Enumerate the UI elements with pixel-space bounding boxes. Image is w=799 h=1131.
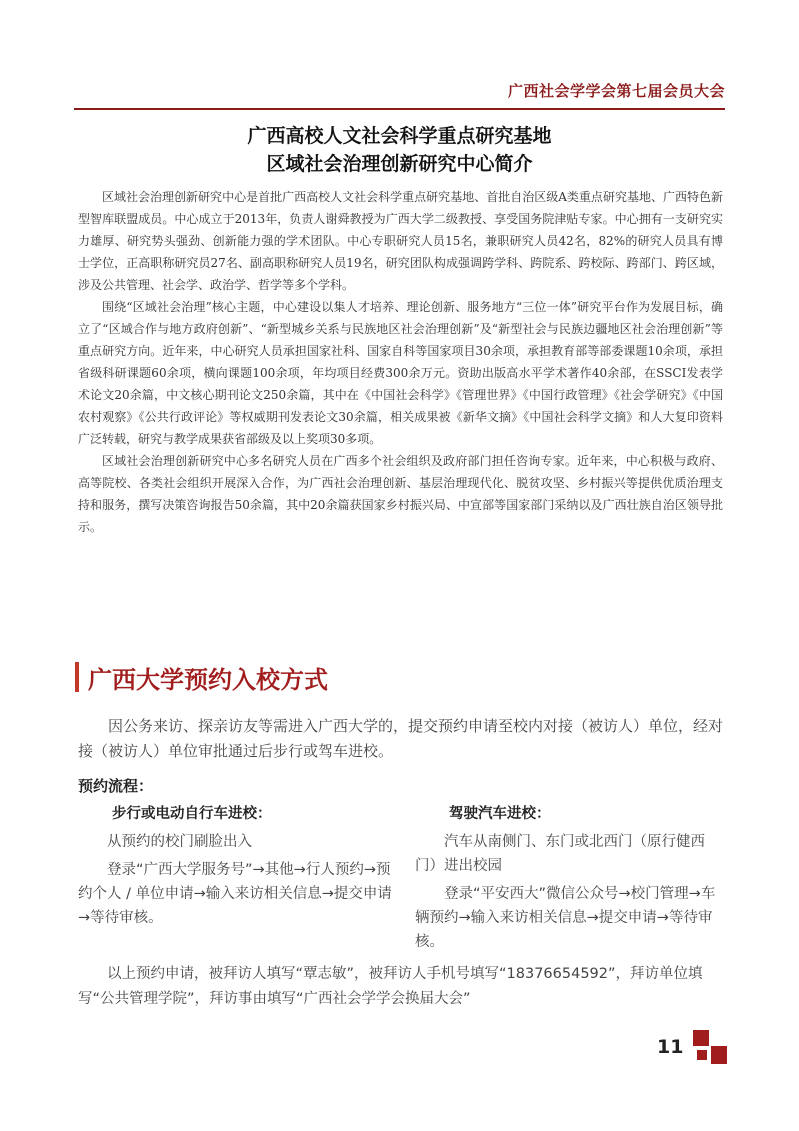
- section-heading: [75, 660, 328, 694]
- header-divider: [74, 108, 725, 110]
- driving-entry-line-2: 登录“平安西大”微信公众号→校门管理→车辆预约→输入来访相关信息→提交申请→等待审核。: [415, 886, 716, 950]
- walking-entry-column: [78, 802, 393, 934]
- driving-entry-line-1: 汽车从南侧门、东门或北西门（原行健西门）进出校园: [415, 834, 705, 874]
- section-heading-bar: [75, 662, 79, 692]
- running-header-title: 广西社会学学会第七届会员大会: [507, 82, 725, 100]
- section-lead: 因公务来访、探亲访友等需进入广西大学的，提交预约申请至校内对接（被访人）单位，经对接（被访人）单位审批通过后步行或驾车进校。: [78, 717, 724, 760]
- driving-entry-heading: 驾驶汽车进校：: [449, 806, 551, 822]
- closing-note: 以上预约申请，被拜访人填写“覃志敏”，被拜访人手机号填写“18376654592”，拜访单位填写“公共管理学院”，拜访事由填写“广西社会学学会换届大会”: [78, 966, 703, 1007]
- article-title-line-2: 区域社会治理创新研究中心简介: [266, 153, 533, 175]
- article-paragraph-1: 区域社会治理创新研究中心是首批广西高校人文社会科学重点研究基地、首批自治区级A类重点研究基地、广西特色新型智库联盟成员。中心成立于2013年，负责人谢舜教授为广西大学二级教授、享受国务院津贴专家。中心拥有一支研究实力雄厚、研究势头强劲、创新能力强的学术团队。中心专职研究人员15名，兼职研究人员42名，82%的研究人员具有博士学位，正高职称研究员27名、副高职称研究人员19名，研究团队构成强调跨学科、跨院系、跨校际、跨部门、跨区域，涉及公共管理、社会学、政治学、哲学等多个学科。: [78, 190, 723, 292]
- walking-entry-line-2: 登录“广西大学服务号”→其他→行人预约→预约个人 / 单位申请→输入来访相关信息→提交申请→等待审核。: [78, 862, 392, 926]
- process-label: 预约流程：: [78, 777, 154, 795]
- article-title-line-1: 广西高校人文社会科学重点研究基地: [247, 125, 552, 147]
- article-paragraph-3: 区域社会治理创新研究中心多名研究人员在广西多个社会组织及政府部门担任咨询专家。近年来，中心积极与政府、高等院校、各类社会组织开展深入合作，为广西社会治理创新、基层治理现代化、脱贫攻坚、乡村振兴等提供优质治理支持和服务，撰写决策咨询报告50余篇，其中20余篇获国家乡村振兴局、中宣部等国家部门采纳以及广西壮族自治区领导批示。: [78, 454, 723, 534]
- section-heading-text: 广西大学预约入校方式: [88, 665, 328, 694]
- page-corner-mark-icon: [693, 1030, 727, 1064]
- article-paragraph-2: 围绕“区域社会治理”核心主题，中心建设以集人才培养、理论创新、服务地方“三位一体”研究平台作为发展目标，确立了“区域合作与地方政府创新”、“新型城乡关系与民族地区社会治理创新”及“新型社会与民族边疆地区社会治理创新”等重点研究方向。近年来，中心研究人员承担国家社科、国家自科等国家项目30余项，承担教育部等部委课题10余项，承担省级科研课题60余项，横向课题100余项，年均项目经费300余万元。资助出版高水平学术著作40余部，在SSCI发表学术论文20余篇，中文核心期刊论文250余篇，其中在《中国社会科学》《管理世界》《中国行政管理》《社会学研究》《中国农村观察》《公共行政评论》等权威期刊发表论文30余篇，相关成果被《新华文摘》《中国社会科学文摘》和人大复印资料广泛转载，研究与教学成果获省部级及以上奖项30多项。: [78, 300, 723, 446]
- article-body: [78, 186, 723, 538]
- driving-entry-column: [415, 802, 725, 958]
- walking-entry-line-1: 从预约的校门刷脸出入: [107, 834, 252, 850]
- walking-entry-heading: 步行或电动自行车进校：: [112, 806, 272, 822]
- article-title: [0, 122, 799, 178]
- page-number: 11: [657, 1036, 684, 1058]
